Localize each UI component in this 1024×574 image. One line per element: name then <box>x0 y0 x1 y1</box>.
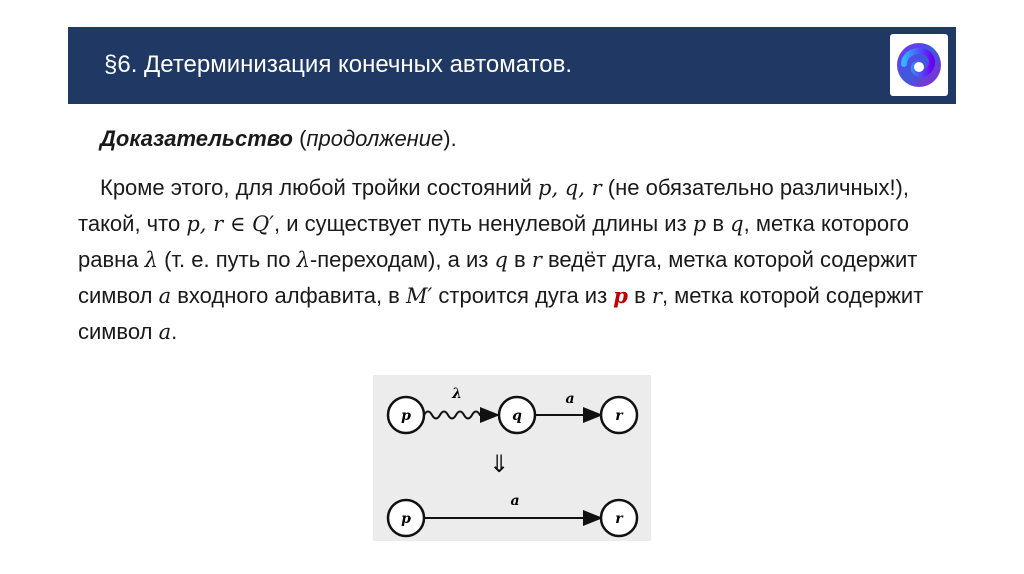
proof-heading <box>100 126 457 152</box>
state-p-bottom-label: p <box>401 511 411 527</box>
text-run: , метка которого равна <box>78 211 909 272</box>
proof-paren-close: ). <box>443 126 457 151</box>
text-run: в <box>507 247 532 272</box>
a-label-top: a <box>565 391 575 407</box>
state-r-bottom-label: r <box>615 511 623 527</box>
math-run: q <box>730 212 744 236</box>
text-run: входного алфавита, в <box>171 283 406 308</box>
header-bar <box>68 27 956 104</box>
text-run: ведёт дуга, метка которой содержит символ <box>78 247 918 308</box>
math-run: r <box>651 284 662 308</box>
swirl-logo-icon <box>890 34 948 96</box>
math-run: a <box>158 320 172 344</box>
text-run: Кроме этого, для любой тройки состояний <box>100 175 539 200</box>
math-run: p, r ∈ Q′ <box>186 212 275 236</box>
continuation-word: продолжение <box>306 126 444 151</box>
text-run: , метка которой содержит символ <box>78 283 924 344</box>
text-run: в <box>706 211 731 236</box>
math-run: M′ <box>405 284 433 308</box>
lambda-label: λ <box>452 386 462 402</box>
implies-arrow: ⇓ <box>488 450 510 478</box>
a-label-bottom: a <box>510 493 520 509</box>
text-run: строится дуга из <box>432 283 614 308</box>
proof-paren-open: ( <box>292 126 307 151</box>
math-run: a <box>158 284 172 308</box>
text-run: (не обязательно различных!), такой, что <box>78 175 909 236</box>
state-q-top-label: q <box>512 408 522 424</box>
math-run: p <box>692 212 707 236</box>
math-run: λ <box>144 248 158 272</box>
text-run: -переходам), а из <box>309 247 495 272</box>
math-run: p, q, r <box>538 176 602 200</box>
math-run-highlight: p <box>613 283 628 308</box>
proof-word: Доказательство <box>100 126 293 151</box>
math-run: λ <box>296 248 310 272</box>
proof-paragraph <box>78 170 958 350</box>
state-r-top-label: r <box>615 408 623 424</box>
state-p-top-label: p <box>401 408 411 424</box>
math-run: q <box>494 248 508 272</box>
text-run: (т. е. путь по <box>157 247 297 272</box>
text-run: в <box>627 283 652 308</box>
text-run: , и существует путь ненулевой длины из <box>274 211 693 236</box>
page-title: §6. Детерминизация конечных автоматов. <box>104 51 573 78</box>
lambda-path-arrow <box>424 412 498 419</box>
math-run: r <box>531 248 542 272</box>
automaton-diagram <box>373 375 651 541</box>
text-run: . <box>171 319 178 344</box>
